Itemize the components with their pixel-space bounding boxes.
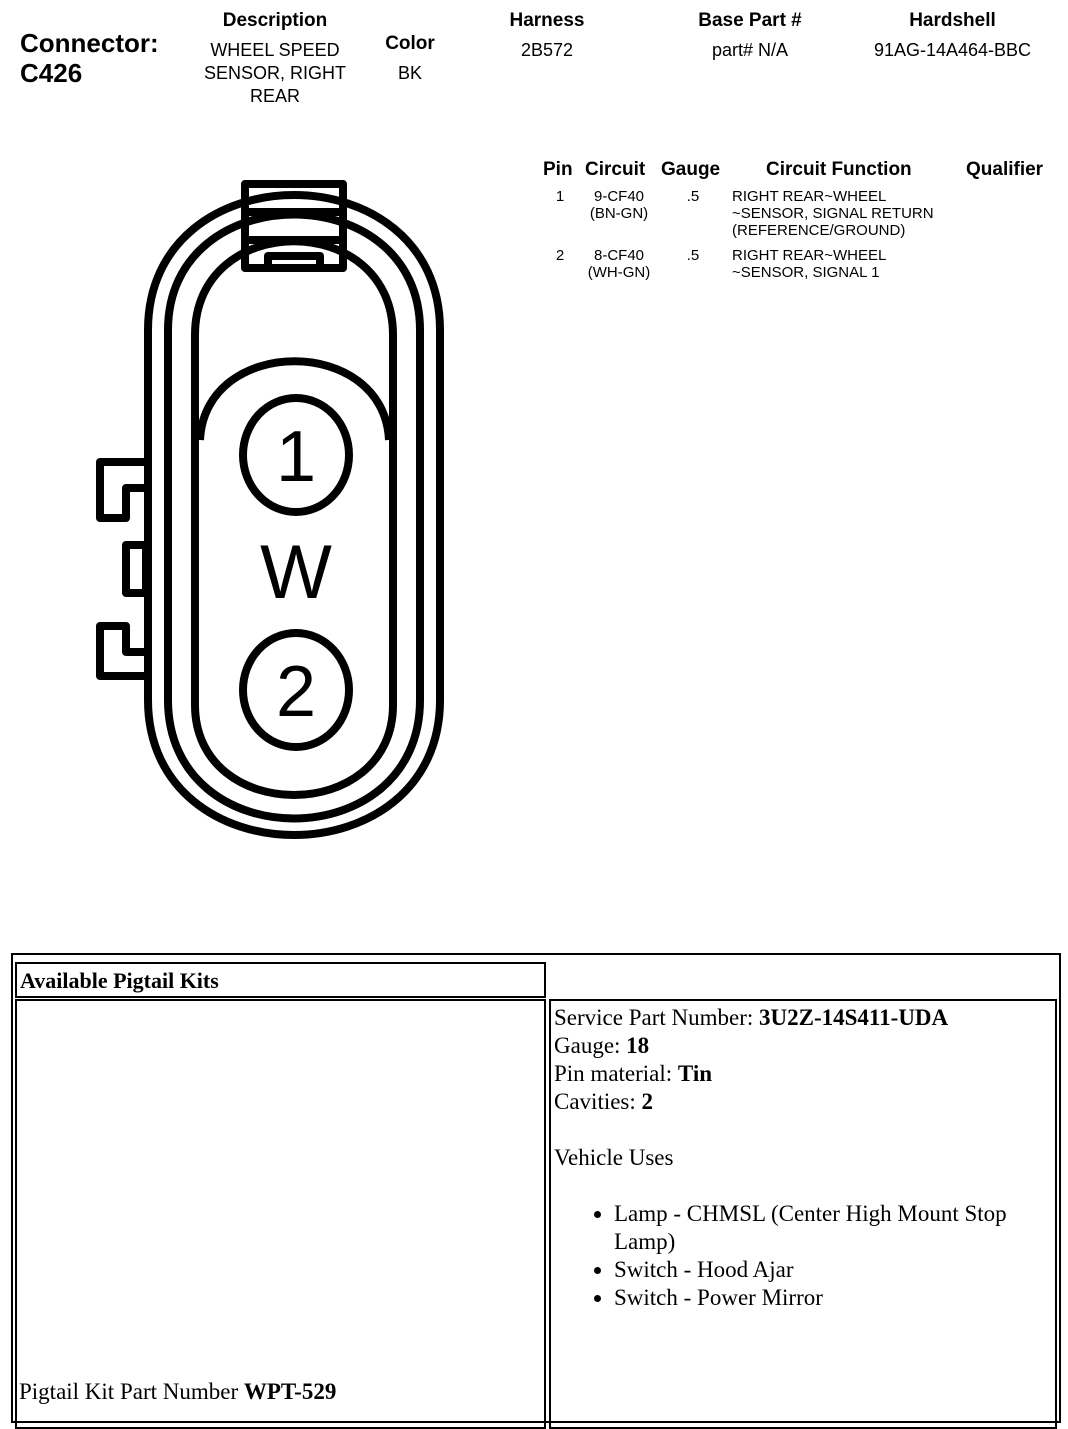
pigtail-title-cell [15,962,546,998]
pigtail-info [551,1001,1055,1312]
pin-gauge: .5 [686,188,700,205]
kit-part-label: Pigtail Kit Part Number [19,1379,244,1404]
circuit-line: 9-CF40 [593,188,645,205]
side-tab-upper [100,462,146,518]
color-header: Color [385,33,435,54]
pin-header: Pin [543,159,573,180]
pin-label-1: 1 [275,417,317,497]
qualifier-header: Qualifier [966,159,1044,180]
connector-id: C426 [20,58,83,88]
gauge-value: 18 [626,1033,650,1058]
hardshell-header: Hardshell [909,10,996,31]
vehicle-uses-label: Vehicle Uses [554,1145,674,1170]
harness-value: 2B572 [520,40,574,60]
connector-label: Connector: [20,28,159,58]
pin-number: 1 [555,188,565,205]
pin-gauge: .5 [686,247,700,264]
gauge-label: Gauge: [554,1033,627,1058]
function-line: ~SENSOR, SIGNAL RETURN [732,205,934,222]
kit-part-number: WPT-529 [243,1379,337,1404]
cavities-label: Cavities: [554,1089,642,1114]
cavities-value: 2 [641,1089,654,1114]
pin-material-row [554,1060,1055,1088]
pin-label-2: 2 [275,652,317,732]
function-line: RIGHT REAR~WHEEL [732,247,887,264]
hardshell-value: 91AG-14A464-BBC [873,40,1032,60]
description-line: REAR [249,86,300,106]
pigtail-image-cell [15,999,546,1429]
description-line: SENSOR, RIGHT [203,63,346,83]
polarity-mark: W [260,530,332,615]
harness-header: Harness [509,10,585,31]
circuit-function-header: Circuit Function [766,159,912,180]
base-part-value: part# N/A [711,40,789,60]
cavities-row [554,1088,1055,1116]
latch-tab [268,256,320,268]
vehicle-uses-list [554,1200,1055,1312]
pigtail-info-cell [549,999,1057,1429]
pin-material-value: Tin [677,1061,713,1086]
service-part-row [554,1004,1055,1032]
circuit-line: (BN-GN) [589,205,649,222]
side-tab-middle [126,545,146,593]
pigtail-title: Available Pigtail Kits [20,968,219,993]
pin-number: 2 [555,247,565,264]
service-part-number: 3U2Z-14S411-UDA [759,1005,949,1030]
list-item: • Switch - Hood Ajar [614,1256,1055,1284]
list-item: • Switch - Power Mirror [614,1284,1055,1312]
gauge-row [554,1032,1055,1060]
gauge-header: Gauge [661,159,721,180]
list-item: • Lamp - CHMSL (Center High Mount Stop Lamp) [614,1200,1055,1256]
side-tab-lower [100,626,146,676]
function-line: ~SENSOR, SIGNAL 1 [732,264,880,281]
circuit-line: (WH-GN) [587,264,651,281]
pigtail-kit-part [19,1378,336,1406]
circuit-header: Circuit [585,159,646,180]
description-line: WHEEL SPEED [210,40,340,60]
description-header: Description [222,10,328,31]
function-line: (REFERENCE/GROUND) [732,222,906,239]
circuit-line: 8-CF40 [593,247,645,264]
base-part-header: Base Part # [698,10,802,31]
function-line: RIGHT REAR~WHEEL [732,188,887,205]
pin-material-label: Pin material: [554,1061,678,1086]
color-value: BK [397,63,422,83]
service-part-label: Service Part Number: [554,1005,760,1030]
